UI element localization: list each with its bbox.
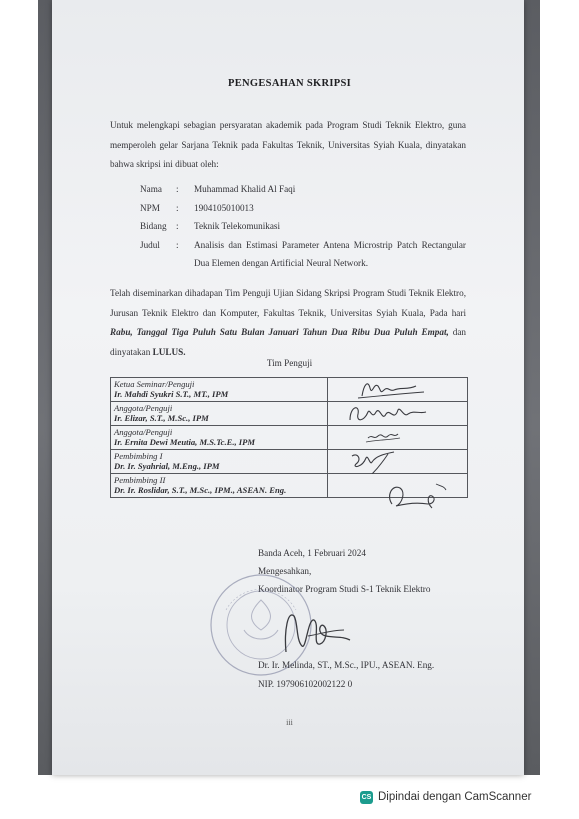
examiner-name: Ir. Elizar, S.T., M.Sc., IPM bbox=[114, 413, 209, 423]
coordinator-block bbox=[258, 656, 434, 694]
info-value: Muhammad Khalid Al Faqi bbox=[194, 184, 296, 194]
examiner-role: Anggota/Penguji bbox=[114, 427, 173, 437]
exam-date: Rabu, Tanggal Tiga Puluh Satu Bulan Januari Tahun Dua Ribu Dua Puluh Empat, bbox=[110, 327, 449, 337]
examiner-role: Pembimbing II bbox=[114, 475, 166, 485]
table-row bbox=[111, 402, 468, 426]
examiner-name: Ir. Ernita Dewi Meutia, M.S.Tc.E., IPM bbox=[114, 437, 256, 447]
info-value: Teknik Telekomunikasi bbox=[194, 221, 281, 231]
table-row bbox=[111, 426, 468, 450]
examiner-name: Ir. Mahdi Syukri S.T., MT., IPM bbox=[114, 389, 229, 399]
coordinator-signature-mark bbox=[268, 600, 378, 660]
info-value: 1904105010013 bbox=[194, 202, 254, 213]
info-label: NPM bbox=[140, 202, 160, 213]
signature-mark-4 bbox=[328, 450, 468, 474]
signature-mark-2 bbox=[328, 402, 468, 426]
signature-mark-1 bbox=[328, 378, 468, 402]
examiner-role: Anggota/Penguji bbox=[114, 403, 173, 413]
coordinator-title: Koordinator Program Studi S-1 Teknik Elektro bbox=[258, 584, 431, 594]
examiners-table bbox=[110, 377, 468, 498]
document-title: PENGESAHAN SKRIPSI bbox=[228, 78, 351, 89]
table-row bbox=[111, 474, 468, 498]
examiners-heading: Tim Penguji bbox=[266, 358, 313, 368]
camscanner-logo-icon: CS bbox=[360, 791, 373, 804]
examiner-cell bbox=[111, 474, 328, 498]
examiner-name: Dr. Ir. Syahrial, M.Eng., IPM bbox=[114, 461, 220, 471]
info-row-npm bbox=[140, 199, 466, 218]
examiner-name: Dr. Ir. Roslidar, S.T., M.Sc., IPM., ASEAN. Eng. bbox=[114, 485, 287, 495]
examiner-cell bbox=[111, 378, 328, 402]
info-label: Nama bbox=[140, 184, 162, 194]
info-label: Judul bbox=[140, 239, 160, 250]
info-row-name bbox=[140, 180, 466, 199]
coordinator-name: Dr. Ir. Melinda, ST., M.Sc., IPU., ASEAN. Eng. bbox=[258, 660, 435, 670]
info-separator: : bbox=[176, 239, 179, 250]
exam-text-part: dan dinyatakan bbox=[110, 327, 466, 357]
info-label: Bidang bbox=[140, 221, 167, 231]
signature-mark-5 bbox=[328, 474, 468, 510]
signature-cell bbox=[328, 450, 468, 474]
signature-mark-3 bbox=[328, 426, 468, 450]
signature-cell bbox=[328, 426, 468, 450]
info-separator: : bbox=[176, 221, 179, 231]
info-value: Analisis dan Estimasi Parameter Antena Microstrip Patch Rectangular Dua Elemen dengan Artificial Neural Network. bbox=[194, 239, 466, 268]
table-row bbox=[111, 378, 468, 402]
exam-paragraph bbox=[110, 284, 466, 362]
camscanner-badge bbox=[360, 786, 531, 808]
info-row-field bbox=[140, 217, 466, 236]
exam-text-part: Telah diseminarkan dihadapan Tim Penguji Ujian Sidang Skripsi Program Studi Teknik Elektro, Jurusan Teknik Elektro dan Komputer, Fakultas Teknik, Universitas Syiah Kuala, Pada hari bbox=[110, 288, 466, 318]
signature-cell bbox=[328, 474, 468, 498]
page-number: iii bbox=[286, 718, 293, 727]
intro-paragraph: Untuk melengkapi sebagian persyaratan akademik pada Program Studi Teknik Elektro, guna memperoleh gelar Sarjana Teknik pada Fakultas Teknik, Universitas Syiah Kuala, dinyatakan bahwa skripsi ini dibuat oleh: bbox=[110, 120, 466, 169]
examiner-cell bbox=[111, 426, 328, 450]
coordinator-nip: NIP. 197906102002122 0 bbox=[258, 679, 353, 689]
approved-label: Mengesahkan, bbox=[258, 566, 312, 576]
signature-cell bbox=[328, 402, 468, 426]
info-separator: : bbox=[176, 202, 179, 213]
info-separator: : bbox=[176, 184, 179, 194]
exam-result: LULUS. bbox=[152, 346, 186, 357]
examiner-cell bbox=[111, 402, 328, 426]
table-row bbox=[111, 450, 468, 474]
signature-cell bbox=[328, 378, 468, 402]
camscanner-text: Dipindai dengan CamScanner bbox=[378, 791, 532, 803]
examiner-role: Ketua Seminar/Penguji bbox=[114, 379, 195, 389]
place-date: Banda Aceh, 1 Februari 2024 bbox=[258, 548, 366, 558]
examiner-cell bbox=[111, 450, 328, 474]
student-info bbox=[140, 180, 466, 273]
examiner-role: Pembimbing I bbox=[114, 451, 163, 461]
info-row-thesis-title bbox=[140, 236, 466, 273]
